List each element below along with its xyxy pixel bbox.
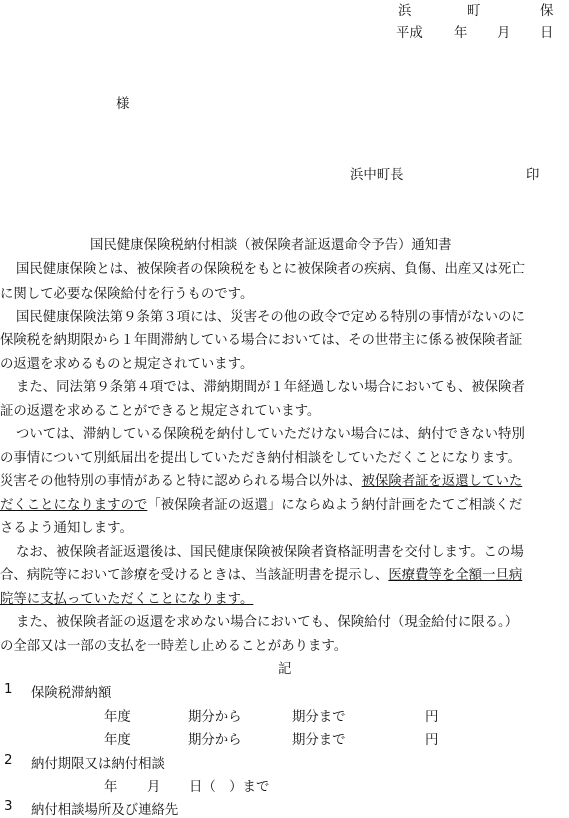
arrears-from-period: 期分から [188, 733, 242, 748]
arrears-to-period: 期分まで [292, 710, 346, 725]
sender-seal: 印 [526, 168, 540, 183]
doc-number-part-1: 浜 [398, 4, 412, 19]
body-line [0, 494, 522, 513]
body-line [0, 564, 522, 583]
arrears-from-period: 期分から [188, 710, 242, 725]
doc-number-part-3: 保 [540, 4, 554, 19]
deadline-month: 月 [147, 780, 161, 795]
body-line: の返還を求めるものと規定されています。 [0, 357, 254, 372]
body-text: 「被保険者証の返還」にならぬよう納付計画をたてご相談くだ [147, 498, 523, 513]
addressee-suffix: 様 [116, 97, 130, 112]
item-number: 3 [4, 799, 13, 814]
document-title: 国民健康保険税納付相談（被保険者証返還命令予告）通知書 [90, 238, 452, 253]
item-number: 1 [4, 682, 13, 697]
body-line: の事情について別紙届出を提出していただき納付相談をしていただくことになります。 [0, 451, 521, 466]
body-line: 院等に支払っていただくことになります。 [0, 592, 254, 607]
arrears-fiscal-year: 年度 [104, 733, 131, 748]
body-line: また、同法第９条第４項では、滞納期間が１年経過しない場合においても、被保険者 [16, 380, 525, 395]
body-line: さるよう通知します。 [0, 521, 133, 536]
body-line: ついては、滞納している保険税を納付していただけない場合には、納付できない特別 [16, 427, 525, 442]
item-label: 保険税滞納額 [31, 686, 112, 701]
date-month: 月 [497, 26, 511, 41]
body-text: 災害その他特別の事情があると特に認められる場合以外は、 [0, 474, 362, 489]
date-year: 年 [454, 26, 468, 41]
arrears-fiscal-year: 年度 [104, 710, 131, 725]
body-line: また、被保険者証の返還を求めない場合においても、保険給付（現金給付に限る。） [16, 615, 519, 630]
body-line: 証の返還を求めることができると規定されています。 [0, 404, 321, 419]
sender-name: 浜中町長 [350, 168, 404, 183]
body-line: 国民健康保険とは、被保険者の保険税をもとに被保険者の疾病、負傷、出産又は死亡 [16, 262, 525, 277]
body-line: 国民健康保険法第９条第３項には、災害その他の政令で定める特別の事情がないのに [16, 310, 525, 325]
deadline-year: 年 [104, 780, 118, 795]
date-day: 日 [540, 26, 554, 41]
body-line: の全部又は一部の支払を一時差し止めることがあります。 [0, 639, 348, 654]
doc-number-part-2: 町 [467, 4, 481, 19]
underlined-text: 医療費等を全額一旦病 [388, 568, 523, 583]
ki-heading: 記 [278, 662, 292, 677]
underlined-text: 被保険者証を返還していた [361, 474, 523, 489]
body-line: なお、被保険者証返還後は、国民健康保険被保険者資格証明書を交付します。この場 [16, 545, 524, 560]
item-number: 2 [4, 753, 13, 768]
body-line: に関して必要な保険給付を行うものです。 [0, 287, 254, 302]
item-label: 納付期限又は納付相談 [31, 757, 165, 772]
arrears-yen: 円 [425, 733, 439, 748]
body-line [0, 470, 522, 489]
deadline-day: 日（ ）まで [189, 780, 270, 795]
item-label: 納付相談場所及び連絡先 [31, 803, 179, 818]
underlined-text: だくことになりますので [0, 498, 148, 513]
body-line: 保険税を納期限から１年間滞納している場合においては、その世帯主に係る被保険者証 [0, 333, 523, 348]
date-era: 平成 [396, 26, 423, 41]
body-text: 合、病院等において診療を受けるときは、当該証明書を提示し、 [0, 568, 389, 583]
arrears-yen: 円 [425, 710, 439, 725]
arrears-to-period: 期分まで [292, 733, 346, 748]
